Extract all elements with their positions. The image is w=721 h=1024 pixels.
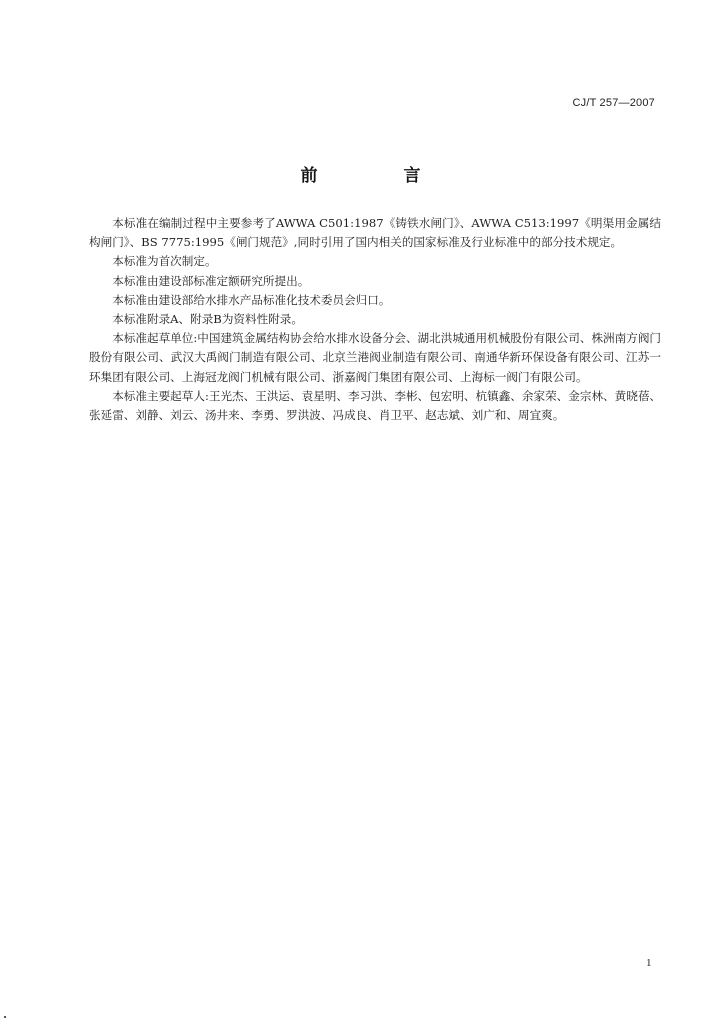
paragraph-appendices: 本标准附录A、附录B为资料性附录。: [112, 312, 303, 327]
page-title: 前 言: [300, 166, 461, 186]
foreword-body: [89, 214, 661, 425]
page-number: 1: [646, 957, 652, 969]
paragraph-proposed-by: 本标准由建设部标准定额研究所提出。: [112, 273, 310, 288]
paragraph-references: 本标准在编制过程中主要参考了AWWA C501:1987《铸铁水闸门》、AWWA C513:1997《明渠用金属结构闸门》、BS 7775:1995《闸门规范》,同时引用了国内相关的国家标准及行业标准中的部分技术规定。: [89, 216, 661, 250]
paragraph-drafters: 本标准主要起草人:王光杰、王洪运、袁星明、李习洪、李彬、包宏明、杭镇鑫、余家荣、金宗林、黄晓蓓、张延雷、刘静、刘云、汤井来、李勇、罗洪波、冯成良、肖卫平、赵志斌、刘广和、周宜爽。: [89, 388, 662, 423]
standard-code: CJ/T 257—2007: [572, 97, 655, 109]
paragraph-drafting-units: 本标准起草单位:中国建筑金属结构协会给水排水设备分会、湖北洪城通用机械股份有限公司、株洲南方阀门股份有限公司、武汉大禹阀门制造有限公司、北京兰港阀业制造有限公司、南通华新环保设备有限公司、江苏一环集团有限公司、上海冠龙阀门机械有限公司、浙嘉阀门集团有限公司、上海标一阀门有限公司。: [89, 331, 662, 384]
scan-speck: [4, 1016, 6, 1018]
paragraph-under-jurisdiction: 本标准由建设部给水排水产品标准化技术委员会归口。: [112, 292, 391, 307]
paragraph-first-edition: 本标准为首次制定。: [112, 254, 217, 269]
